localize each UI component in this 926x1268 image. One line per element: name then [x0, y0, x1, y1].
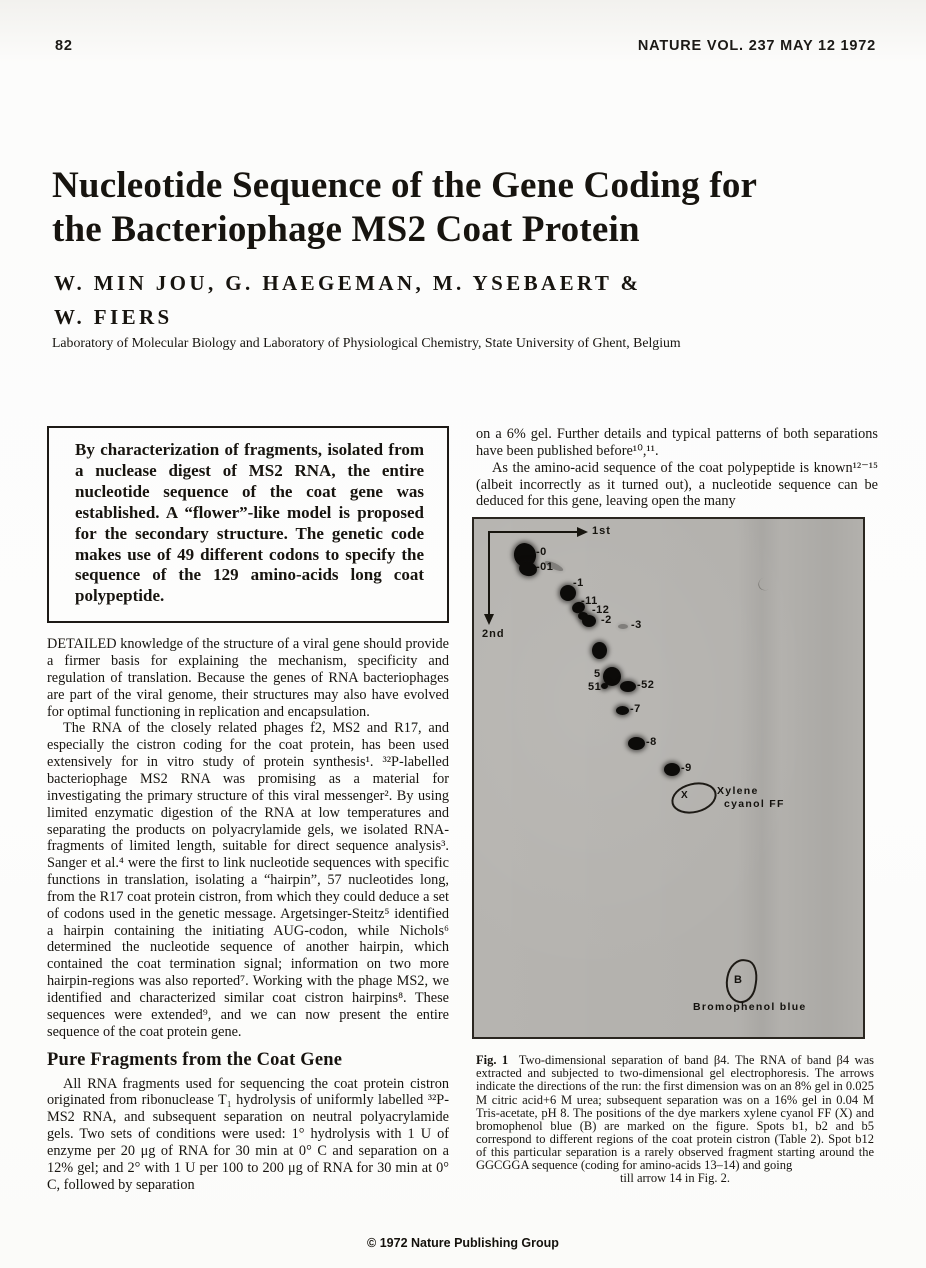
gel-autoradiograph-image [472, 517, 865, 1039]
bromophenol-label: Bromophenol blue [693, 1001, 807, 1014]
first-dimension-label: 1st [592, 525, 611, 538]
gel-spot [618, 624, 628, 629]
gel-spot [664, 763, 680, 776]
author-list [54, 266, 874, 334]
authors-line-1: W. MIN JOU, G. HAEGEMAN, M. YSEBAERT & [54, 271, 642, 295]
gel-spot-label: -01 [536, 561, 554, 574]
authors-line-2: W. FIERS [54, 305, 173, 329]
paragraph-methods: All RNA fragments used for sequencing the coat protein cistron originated from ribonuclease T₁ hydrolysis of uniformly labelled ³²P-MS2 RNA, and subsequent separation on neutral polyacrylamide gels. Two sets of conditions were used: 1° hydrolysis with 1 U of enzyme per 20 μg of RNA for 30 min at 0° C and separation on a 12% gel; and 2° with 1 U per 100 to 200 μg of RNA for 30 min at 0° C, followed by separation [47, 1075, 449, 1193]
page-header [55, 38, 876, 54]
gel-spot-label: -11 [581, 595, 598, 608]
gel-spot [592, 642, 607, 659]
title-line-1: Nucleotide Sequence of the Gene Coding for [52, 165, 758, 206]
gel-spot-label: -3 [631, 619, 642, 632]
gel-spot-label: 51 [588, 681, 602, 694]
second-dimension-label: 2nd [482, 628, 505, 641]
gel-spot-label: -0 [536, 546, 547, 559]
gel-spot [601, 683, 608, 689]
affiliation: Laboratory of Molecular Biology and Laboratory of Physiological Chemistry, State University of Ghent, Belgium [52, 335, 681, 350]
right-column [476, 426, 878, 1185]
gel-spot-label: -1 [573, 577, 584, 590]
gel-spot-label: -52 [637, 679, 655, 692]
gel-spot [616, 706, 629, 715]
gel-spot-label: -9 [681, 762, 692, 775]
copyright-notice: © 1972 Nature Publishing Group [367, 1236, 559, 1250]
left-column [47, 426, 449, 1193]
figure-caption-last-line: till arrow 14 in Fig. 2. [619, 1171, 731, 1186]
section-heading: Pure Fragments from the Coat Gene [47, 1049, 343, 1070]
figure-caption-number: Fig. 1 [476, 1053, 509, 1068]
figure-caption-text: Two-dimensional separation of band β4. The RNA of band β4 was extracted and subjected to two-dimensional gel electrophoresis. The arrows indicate the directions of the run: the first dimension was on an 8% gel in 0.025 M citric acid+6 M urea; subsequent separation was on a 16% gel in 0.04 M Tris-acetate, pH 8. The positions of the dye markers xylene cyanol FF (X) and bromophenol blue (B) are marked on the figure. Spots b1, b2 and b5 correspond to different regions of the coat protein cistron (Table 2). Spot b12 of this particular separation is a rarely observed fragment starting around the GGCGGA sequence (coding for amino-acids 13–14) and going [476, 1053, 875, 1172]
page-number: 82 [55, 38, 73, 54]
abstract-box [47, 426, 449, 623]
gel-spot [620, 681, 636, 692]
paragraph-intro: DETAILED knowledge of the structure of a viral gene should provide a firmer basis for explaining the mechanism, specificity and regulation of translation. Because the genes of RNA bacteriophages are part of the viral genome, their structures may also have evolved for optimal functioning in replication and encapsulation. [47, 636, 449, 720]
abstract-text: By characterization of fragments, isolated from a nuclease digest of MS2 RNA, the entire nucleotide sequence of the coat gene was established. A “flower”-like model is proposed for the secondary structure. The genetic code makes use of 49 different codons to specify the sequence of the 129 amino-acids long coat polypeptide. [75, 440, 424, 606]
gel-spot-label: -2 [601, 614, 612, 627]
title-line-2: the Bacteriophage MS2 Coat Protein [52, 209, 640, 250]
paragraph-background: The RNA of the closely related phages f2, MS2 and R17, and especially the cistron coding for the coat protein, has been used extensively for in vitro study of protein synthesis¹. ³²P-labelled bacteriophage MS2 RNA was promising as a material for investigating the primary structure of this viral messenger². By using limited enzymatic digestion of the RNA at low temperatures and separating the products on polyacrylamide gels, we isolated RNA-fragments of limited length, suitable for direct sequence analysis³. Sanger et al.⁴ were the first to link nucleotide sequences with specific functions in translation, isolating a “hairpin”, 57 nucleotides long, from the R17 coat protein cistron, from which they could deduce a set of codons used in the genetic message. Argetsinger-Steitz⁵ identified a hairpin containing the initiating AUG-codon, while Nichols⁶ determined the nucleotide sequence of another hairpin, which contained the coat termination signal; information on two more hairpin-regions was also reported⁷. Working with the phage MS2, we identified and characterized similar coat cistron hairpins⁸. These sequences were extended⁹, and we can now present the entire sequence of the coat protein gene. [47, 720, 449, 1040]
gel-spot [628, 737, 645, 750]
article-title [52, 164, 872, 252]
bromophenol-marker-b: B [734, 974, 742, 987]
paragraph-sequence-deduction: As the amino-acid sequence of the coat polypeptide is known¹²⁻¹⁵ (albeit incorrectly as it turned out), a nucleotide sequence can be deduced for this gene, leaving open the many [476, 459, 878, 510]
gel-spot-label: -12 [592, 604, 610, 617]
journal-header: NATURE VOL. 237 MAY 12 1972 [637, 38, 876, 54]
figure-caption [476, 1054, 874, 1172]
dimension-arrows-icon [474, 519, 863, 1037]
paragraph-gel-continued: on a 6% gel. Further details and typical patterns of both separations have been published before¹⁰,¹¹. [476, 426, 878, 459]
xylene-cyanol-label: Xylene cyanol FF [717, 785, 785, 810]
xylene-marker-x: X [681, 790, 688, 802]
gel-spot-label: -8 [646, 736, 657, 749]
gel-spot-label: 5 [594, 668, 601, 681]
figure-1 [472, 517, 878, 1185]
gel-spot-label: -7 [630, 703, 641, 716]
